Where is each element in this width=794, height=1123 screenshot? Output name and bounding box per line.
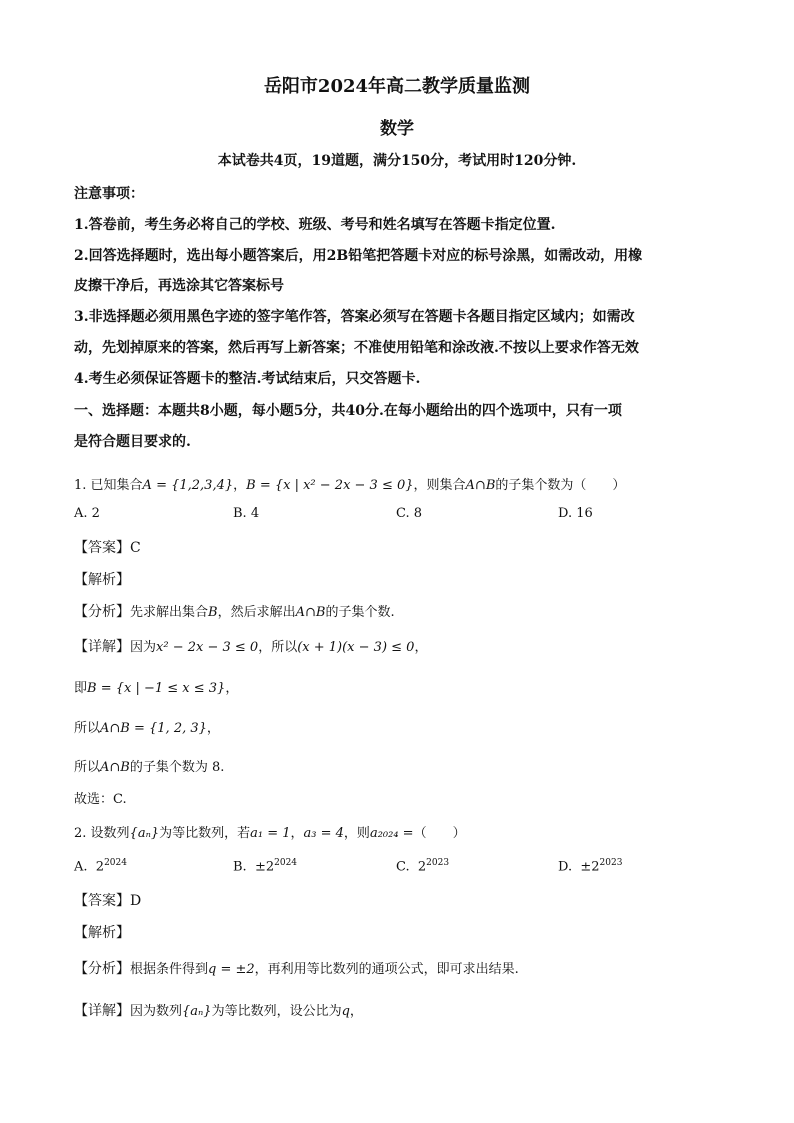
q2-option-c bbox=[396, 858, 449, 874]
target-term: a₂₀₂₄ = bbox=[369, 826, 414, 841]
answer-tag: 【答案】 bbox=[74, 893, 130, 909]
question-2-text: 2. 设数列 bbox=[74, 826, 130, 841]
detail-sequence: {aₙ} bbox=[182, 1004, 212, 1019]
q2-option-b bbox=[233, 858, 297, 874]
notice-heading: 注意事项： bbox=[74, 186, 144, 202]
q1-fenxi bbox=[74, 601, 395, 621]
condition-a3: a₃ = 4 bbox=[303, 826, 344, 841]
answer-value: C bbox=[130, 540, 141, 556]
detail-factored: (x + 1)(x − 3) ≤ 0 bbox=[297, 640, 415, 655]
q2-detail bbox=[74, 1000, 363, 1020]
detail-text-2: ，所以 bbox=[258, 640, 298, 655]
fenxi-intersection: A∩B bbox=[295, 605, 326, 620]
fenxi-tag: 【分析】 bbox=[74, 604, 130, 620]
detail-text: 因为数列 bbox=[130, 1004, 183, 1019]
detail-text-3: ， bbox=[414, 640, 428, 655]
detail-text: 因为 bbox=[130, 640, 157, 655]
q1-step-1 bbox=[74, 677, 238, 696]
notice-item-3-line-2: 动，先划掉原来的答案，然后再写上新答案；不准使用铅笔和涂改液.不按以上要求作答无效 bbox=[74, 340, 639, 356]
q1-analysis-tag: 【解析】 bbox=[74, 572, 130, 588]
answer-value: D bbox=[130, 893, 142, 909]
exam-info: 本试卷共4页，19道题，满分150分，考试用时120分钟. bbox=[217, 153, 577, 169]
set-a-formula: A = {1,2,3,4} bbox=[142, 478, 234, 493]
section-heading-line-1: 一、选择题：本题共8小题，每小题5分，共40分.在每小题给出的四个选项中，只有一项 bbox=[74, 403, 622, 419]
question-1-comma: ， bbox=[233, 478, 247, 493]
detail-ratio: q bbox=[341, 1004, 350, 1019]
question-2-text-3: ，则 bbox=[343, 826, 370, 841]
step-1-text: 即 bbox=[74, 681, 88, 696]
q2-option-c-exp: 2023 bbox=[426, 858, 450, 868]
section-heading-line-2: 是符合题目要求的. bbox=[74, 434, 191, 450]
notice-item-2-line-2: 皮擦干净后，再选涂其它答案标号 bbox=[74, 278, 284, 294]
fenxi-ratio: q = ±2 bbox=[208, 962, 255, 977]
step-1-formula: B = {x | −1 ≤ x ≤ 3} bbox=[87, 681, 226, 696]
q2-option-c-label: C. bbox=[396, 859, 410, 875]
subject-title: 数学 bbox=[380, 119, 414, 139]
detail-text-2: 为等比数列，设公比为 bbox=[211, 1004, 342, 1019]
exam-title: 岳阳市2024年高二教学质量监测 bbox=[263, 76, 531, 97]
fenxi-text: 根据条件得到 bbox=[130, 962, 209, 977]
intersection-formula: A∩B bbox=[465, 478, 496, 493]
question-2-sep: ， bbox=[290, 826, 304, 841]
step-3-text-2: 的子集个数为 8. bbox=[129, 760, 225, 775]
step-2-text-2: ， bbox=[206, 721, 220, 736]
question-2-text-4: （ ） bbox=[413, 826, 466, 841]
notice-item-1: 1.答卷前，考生务必将自己的学校、班级、考号和姓名填写在答题卡指定位置. bbox=[74, 217, 556, 233]
q2-analysis-tag: 【解析】 bbox=[74, 925, 130, 941]
q1-option-d: D. 16 bbox=[558, 506, 593, 521]
sequence-formula: {aₙ} bbox=[129, 826, 160, 841]
q2-fenxi bbox=[74, 958, 519, 978]
q2-option-a bbox=[74, 858, 127, 874]
question-1-text: 1. 已知集合 bbox=[74, 478, 143, 493]
q2-option-d bbox=[558, 858, 622, 874]
q2-option-d-exp: 2023 bbox=[599, 858, 623, 868]
fenxi-set-b: B bbox=[208, 605, 218, 620]
q1-answer bbox=[74, 537, 141, 557]
notice-item-4: 4.考生必须保证答题卡的整洁.考试结束后，只交答题卡. bbox=[74, 371, 421, 387]
q2-option-a-exp: 2024 bbox=[104, 858, 127, 868]
question-1-text-2: ，则集合 bbox=[413, 478, 466, 493]
step-3-text: 所以 bbox=[74, 760, 101, 775]
step-2-text: 所以 bbox=[74, 721, 101, 736]
q1-option-a: A. 2 bbox=[74, 506, 100, 521]
q1-step-2 bbox=[74, 717, 220, 736]
q2-option-c-base: 2 bbox=[417, 859, 427, 875]
q2-option-b-label: B. bbox=[233, 859, 247, 875]
detail-text-3: ， bbox=[349, 1004, 363, 1019]
q2-option-b-base: ±2 bbox=[254, 859, 275, 875]
q1-detail bbox=[74, 636, 427, 656]
fenxi-text-2: ，再利用等比数列的通项公式，即可求出结果. bbox=[254, 962, 519, 977]
q2-option-d-label: D. bbox=[558, 859, 573, 875]
detail-inequality: x² − 2x − 3 ≤ 0 bbox=[156, 640, 259, 655]
answer-tag: 【答案】 bbox=[74, 540, 130, 556]
detail-tag: 【详解】 bbox=[74, 1003, 130, 1019]
condition-a1: a₁ = 1 bbox=[250, 826, 291, 841]
step-1-text-2: ， bbox=[225, 681, 239, 696]
q2-option-a-label: A. bbox=[74, 859, 88, 875]
fenxi-text-3: 的子集个数. bbox=[325, 605, 395, 620]
q1-step-3 bbox=[74, 756, 224, 775]
question-1-stem bbox=[74, 474, 625, 493]
notice-item-2-line-1: 2.回答选择题时，选出每小题答案后，用2B铅笔把答题卡对应的标号涂黑，如需改动，用橡 bbox=[74, 248, 643, 264]
step-3-formula: A∩B bbox=[100, 760, 130, 775]
notice-item-3-line-1: 3.非选择题必须用黑色字迹的签字笔作答，答案必须写在答题卡各题目指定区域内；如需改 bbox=[74, 309, 635, 325]
q2-option-d-base: ±2 bbox=[580, 859, 600, 875]
question-2-stem bbox=[74, 822, 466, 841]
detail-tag: 【详解】 bbox=[74, 639, 130, 655]
q1-choose: 故选：C. bbox=[74, 792, 127, 807]
q2-answer bbox=[74, 890, 141, 910]
fenxi-text: 先求解出集合 bbox=[130, 605, 209, 620]
question-2-text-2: 为等比数列，若 bbox=[159, 826, 251, 841]
q2-option-a-base: 2 bbox=[95, 859, 105, 875]
step-2-formula: A∩B = {1, 2, 3} bbox=[100, 721, 207, 736]
q1-option-b: B. 4 bbox=[233, 506, 260, 521]
q2-option-b-exp: 2024 bbox=[274, 858, 298, 868]
question-1-text-3: 的子集个数为（ ） bbox=[495, 478, 626, 493]
set-b-formula: B = {x | x² − 2x − 3 ≤ 0} bbox=[246, 478, 414, 493]
q1-option-c: C. 8 bbox=[396, 506, 423, 521]
fenxi-text-2: ，然后求解出 bbox=[217, 605, 296, 620]
fenxi-tag: 【分析】 bbox=[74, 961, 130, 977]
